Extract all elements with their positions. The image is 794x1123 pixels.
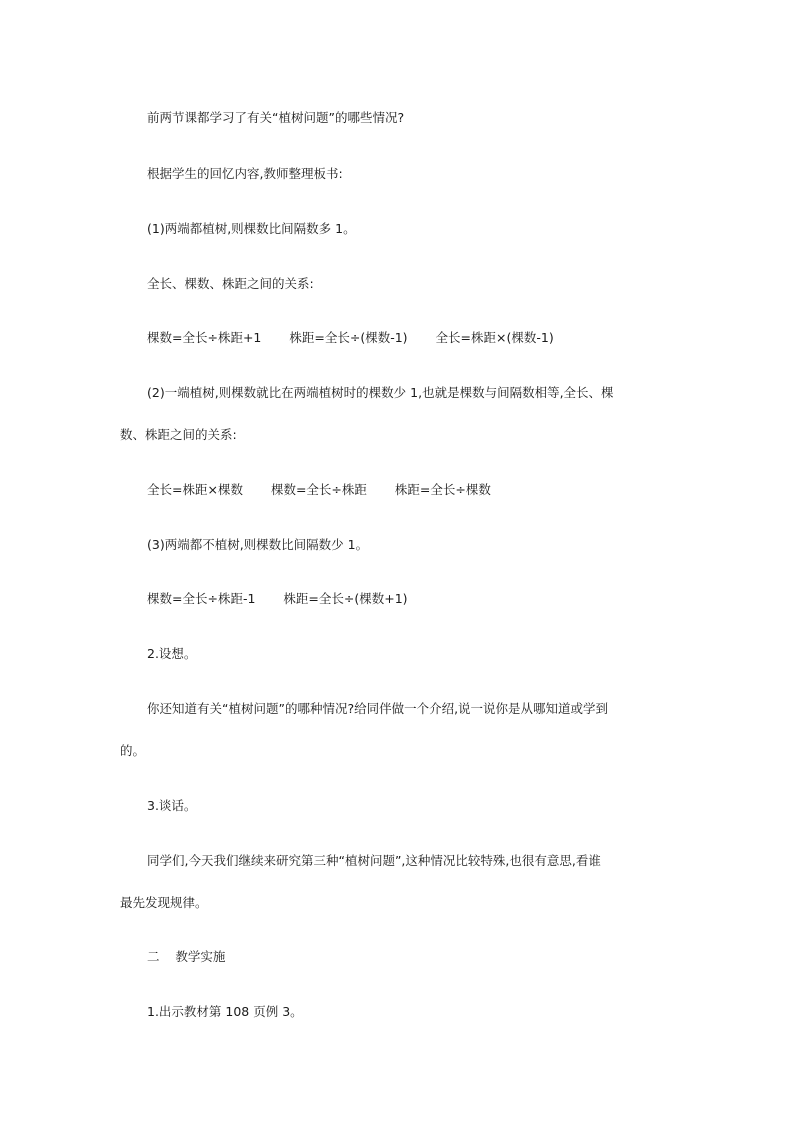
formula-length-1: 全长=株距×(棵数-1) [435,330,554,345]
case-3-no-ends: (3)两端都不植树,则棵数比间隔数少 1。 [147,537,369,552]
talk-paragraph-continuation: 最先发现规律。 [120,895,208,910]
guess-paragraph: 你还知道有关“植树问题”的哪种情况?给同伴做一个介绍,说一说你是从哪知道或学到 [147,701,609,716]
teaching-section-heading: 二 教学实施 [147,949,226,964]
section-2-heading: 2.设想。 [147,646,197,661]
case-2-continuation: 数、株距之间的关系: [120,427,237,442]
talk-paragraph: 同学们,今天我们继续来研究第三种“植树问题”,这种情况比较特殊,也很有意思,看谁 [147,853,601,868]
formula-spacing-2: 株距=全长÷棵数 [394,482,491,497]
case-2-one-end: (2)一端植树,则棵数就比在两端植树时的棵数少 1,也就是棵数与间隔数相等,全长、棵 [147,385,614,400]
formula-spacing-1: 株距=全长÷(棵数-1) [289,330,408,345]
formula-spacing-3: 株距=全长÷(棵数+1) [283,591,408,606]
formula-row-1 [147,332,554,345]
formula-count-1: 棵数=全长÷株距+1 [147,330,262,345]
example-instruction: 1.出示教材第 108 页例 3。 [147,1004,303,1019]
section-3-heading: 3.谈话。 [147,798,197,813]
formula-length-2: 全长=株距×棵数 [147,482,243,497]
case-1-both-ends: (1)两端都植树,则棵数比间隔数多 1。 [147,221,356,236]
review-question: 前两节课都学习了有关“植树问题”的哪些情况? [147,110,405,125]
relation-heading-1: 全长、棵数、株距之间的关系: [147,276,314,291]
guess-paragraph-continuation: 的。 [120,743,146,758]
formula-count-2: 棵数=全长÷株距 [270,482,367,497]
teacher-summary-intro: 根据学生的回忆内容,教师整理板书: [147,166,343,181]
formula-row-3 [147,593,408,606]
formula-row-2 [147,484,491,497]
formula-count-3: 棵数=全长÷株距-1 [147,591,256,606]
